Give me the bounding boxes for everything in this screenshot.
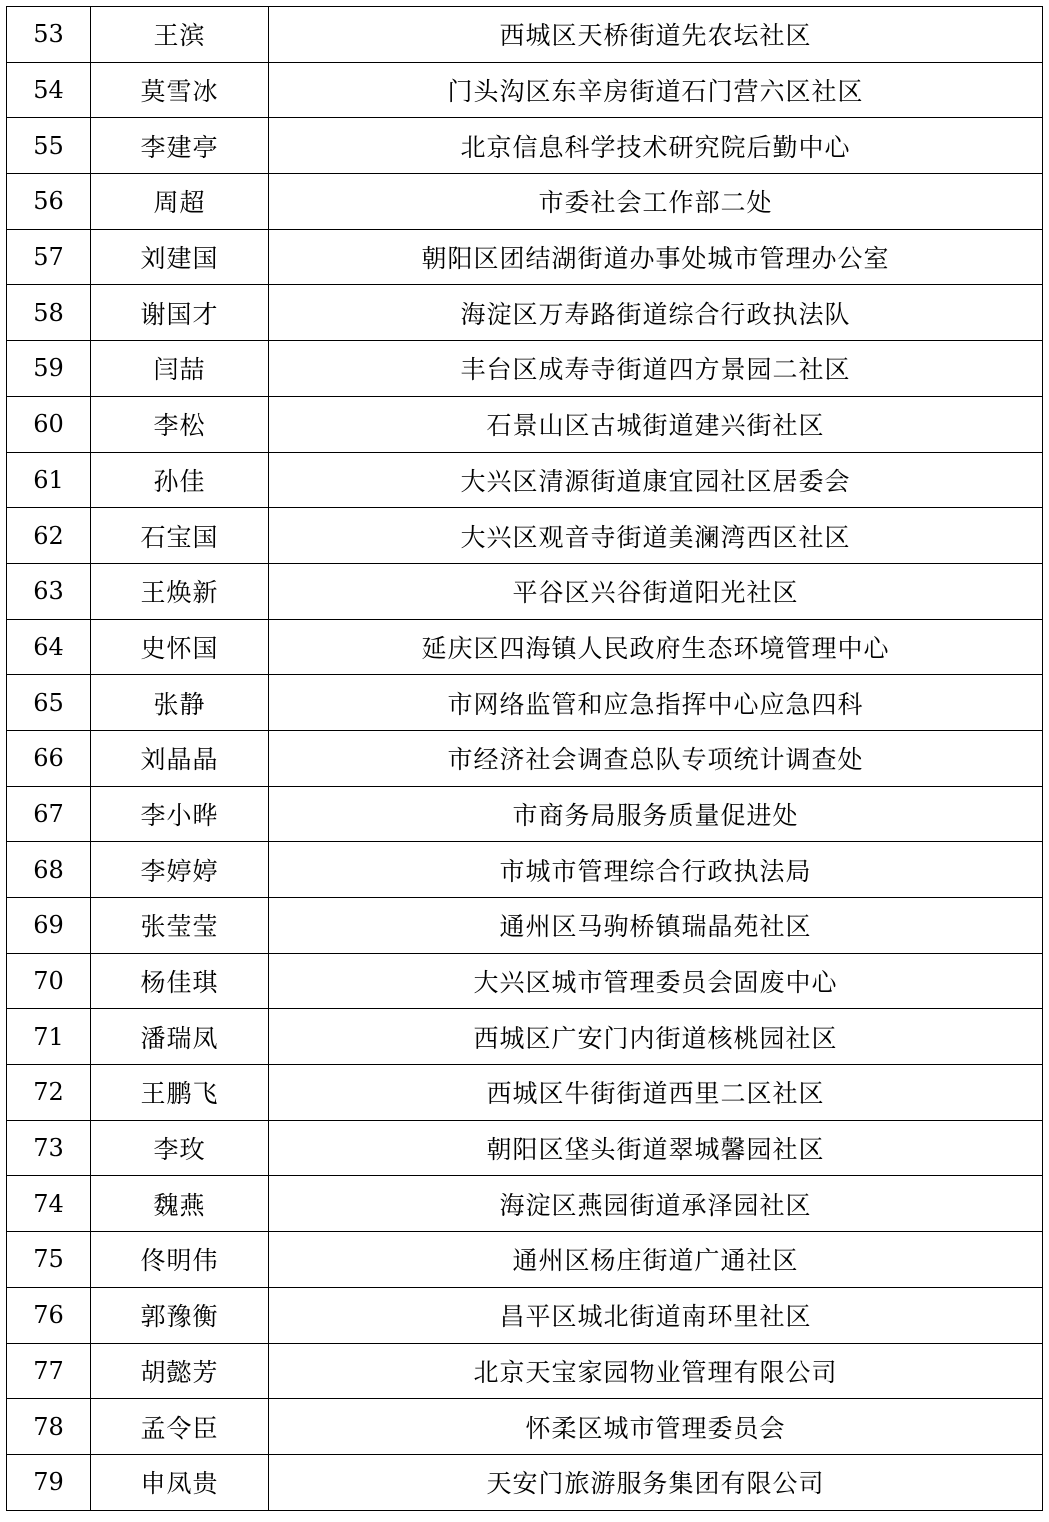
table-row [7,285,1043,341]
person-name: 孙佳 [91,452,269,508]
table-row [7,452,1043,508]
person-name: 张莹莹 [91,898,269,954]
table-row [7,1232,1043,1288]
table-row [7,174,1043,230]
work-unit: 怀柔区城市管理委员会 [269,1399,1043,1455]
personnel-table [6,6,1043,1511]
row-number: 66 [7,730,91,786]
row-number: 79 [7,1454,91,1510]
table-row [7,675,1043,731]
work-unit: 通州区马驹桥镇瑞晶苑社区 [269,898,1043,954]
row-number: 59 [7,341,91,397]
table-row [7,62,1043,118]
table-row [7,7,1043,63]
table-row [7,953,1043,1009]
person-name: 胡懿芳 [91,1343,269,1399]
table-body [7,7,1043,1511]
row-number: 78 [7,1399,91,1455]
row-number: 64 [7,619,91,675]
person-name: 潘瑞凤 [91,1009,269,1065]
work-unit: 北京天宝家园物业管理有限公司 [269,1343,1043,1399]
row-number: 63 [7,563,91,619]
person-name: 王滨 [91,7,269,63]
table-row [7,730,1043,786]
work-unit: 朝阳区垡头街道翠城馨园社区 [269,1120,1043,1176]
table-row [7,786,1043,842]
person-name: 李玫 [91,1120,269,1176]
work-unit: 市委社会工作部二处 [269,174,1043,230]
work-unit: 平谷区兴谷街道阳光社区 [269,563,1043,619]
person-name: 刘晶晶 [91,730,269,786]
table-row [7,118,1043,174]
work-unit: 朝阳区团结湖街道办事处城市管理办公室 [269,229,1043,285]
person-name: 李松 [91,396,269,452]
person-name: 郭豫衡 [91,1287,269,1343]
work-unit: 市网络监管和应急指挥中心应急四科 [269,675,1043,731]
work-unit: 市商务局服务质量促进处 [269,786,1043,842]
row-number: 55 [7,118,91,174]
row-number: 69 [7,898,91,954]
row-number: 67 [7,786,91,842]
table-row [7,1009,1043,1065]
list-table-container [6,6,1042,1511]
person-name: 闫喆 [91,341,269,397]
table-row [7,1343,1043,1399]
work-unit: 西城区天桥街道先农坛社区 [269,7,1043,63]
work-unit: 石景山区古城街道建兴街社区 [269,396,1043,452]
table-row [7,341,1043,397]
person-name: 孟令臣 [91,1399,269,1455]
person-name: 石宝国 [91,508,269,564]
row-number: 58 [7,285,91,341]
row-number: 54 [7,62,91,118]
person-name: 佟明伟 [91,1232,269,1288]
table-row [7,508,1043,564]
row-number: 70 [7,953,91,1009]
work-unit: 丰台区成寿寺街道四方景园二社区 [269,341,1043,397]
person-name: 史怀国 [91,619,269,675]
row-number: 76 [7,1287,91,1343]
work-unit: 门头沟区东辛房街道石门营六区社区 [269,62,1043,118]
row-number: 73 [7,1120,91,1176]
row-number: 77 [7,1343,91,1399]
person-name: 杨佳琪 [91,953,269,1009]
person-name: 王焕新 [91,563,269,619]
work-unit: 延庆区四海镇人民政府生态环境管理中心 [269,619,1043,675]
table-row [7,1399,1043,1455]
table-row [7,563,1043,619]
row-number: 53 [7,7,91,63]
person-name: 刘建国 [91,229,269,285]
work-unit: 西城区牛街街道西里二区社区 [269,1065,1043,1121]
work-unit: 市经济社会调查总队专项统计调查处 [269,730,1043,786]
row-number: 75 [7,1232,91,1288]
row-number: 57 [7,229,91,285]
table-row [7,898,1043,954]
work-unit: 大兴区城市管理委员会固废中心 [269,953,1043,1009]
row-number: 72 [7,1065,91,1121]
person-name: 周超 [91,174,269,230]
row-number: 71 [7,1009,91,1065]
table-row [7,842,1043,898]
row-number: 61 [7,452,91,508]
person-name: 魏燕 [91,1176,269,1232]
table-row [7,229,1043,285]
table-row [7,1287,1043,1343]
work-unit: 通州区杨庄街道广通社区 [269,1232,1043,1288]
table-row [7,1176,1043,1232]
person-name: 谢国才 [91,285,269,341]
work-unit: 北京信息科学技术研究院后勤中心 [269,118,1043,174]
work-unit: 天安门旅游服务集团有限公司 [269,1454,1043,1510]
row-number: 62 [7,508,91,564]
work-unit: 海淀区燕园街道承泽园社区 [269,1176,1043,1232]
table-row [7,619,1043,675]
work-unit: 海淀区万寿路街道综合行政执法队 [269,285,1043,341]
row-number: 56 [7,174,91,230]
row-number: 74 [7,1176,91,1232]
person-name: 张静 [91,675,269,731]
row-number: 68 [7,842,91,898]
work-unit: 市城市管理综合行政执法局 [269,842,1043,898]
person-name: 李婷婷 [91,842,269,898]
work-unit: 西城区广安门内街道核桃园社区 [269,1009,1043,1065]
person-name: 李建亭 [91,118,269,174]
person-name: 王鹏飞 [91,1065,269,1121]
table-row [7,1454,1043,1510]
table-row [7,1120,1043,1176]
work-unit: 大兴区清源街道康宜园社区居委会 [269,452,1043,508]
person-name: 李小晔 [91,786,269,842]
person-name: 申凤贵 [91,1454,269,1510]
table-row [7,1065,1043,1121]
person-name: 莫雪冰 [91,62,269,118]
row-number: 60 [7,396,91,452]
work-unit: 大兴区观音寺街道美澜湾西区社区 [269,508,1043,564]
work-unit: 昌平区城北街道南环里社区 [269,1287,1043,1343]
row-number: 65 [7,675,91,731]
table-row [7,396,1043,452]
